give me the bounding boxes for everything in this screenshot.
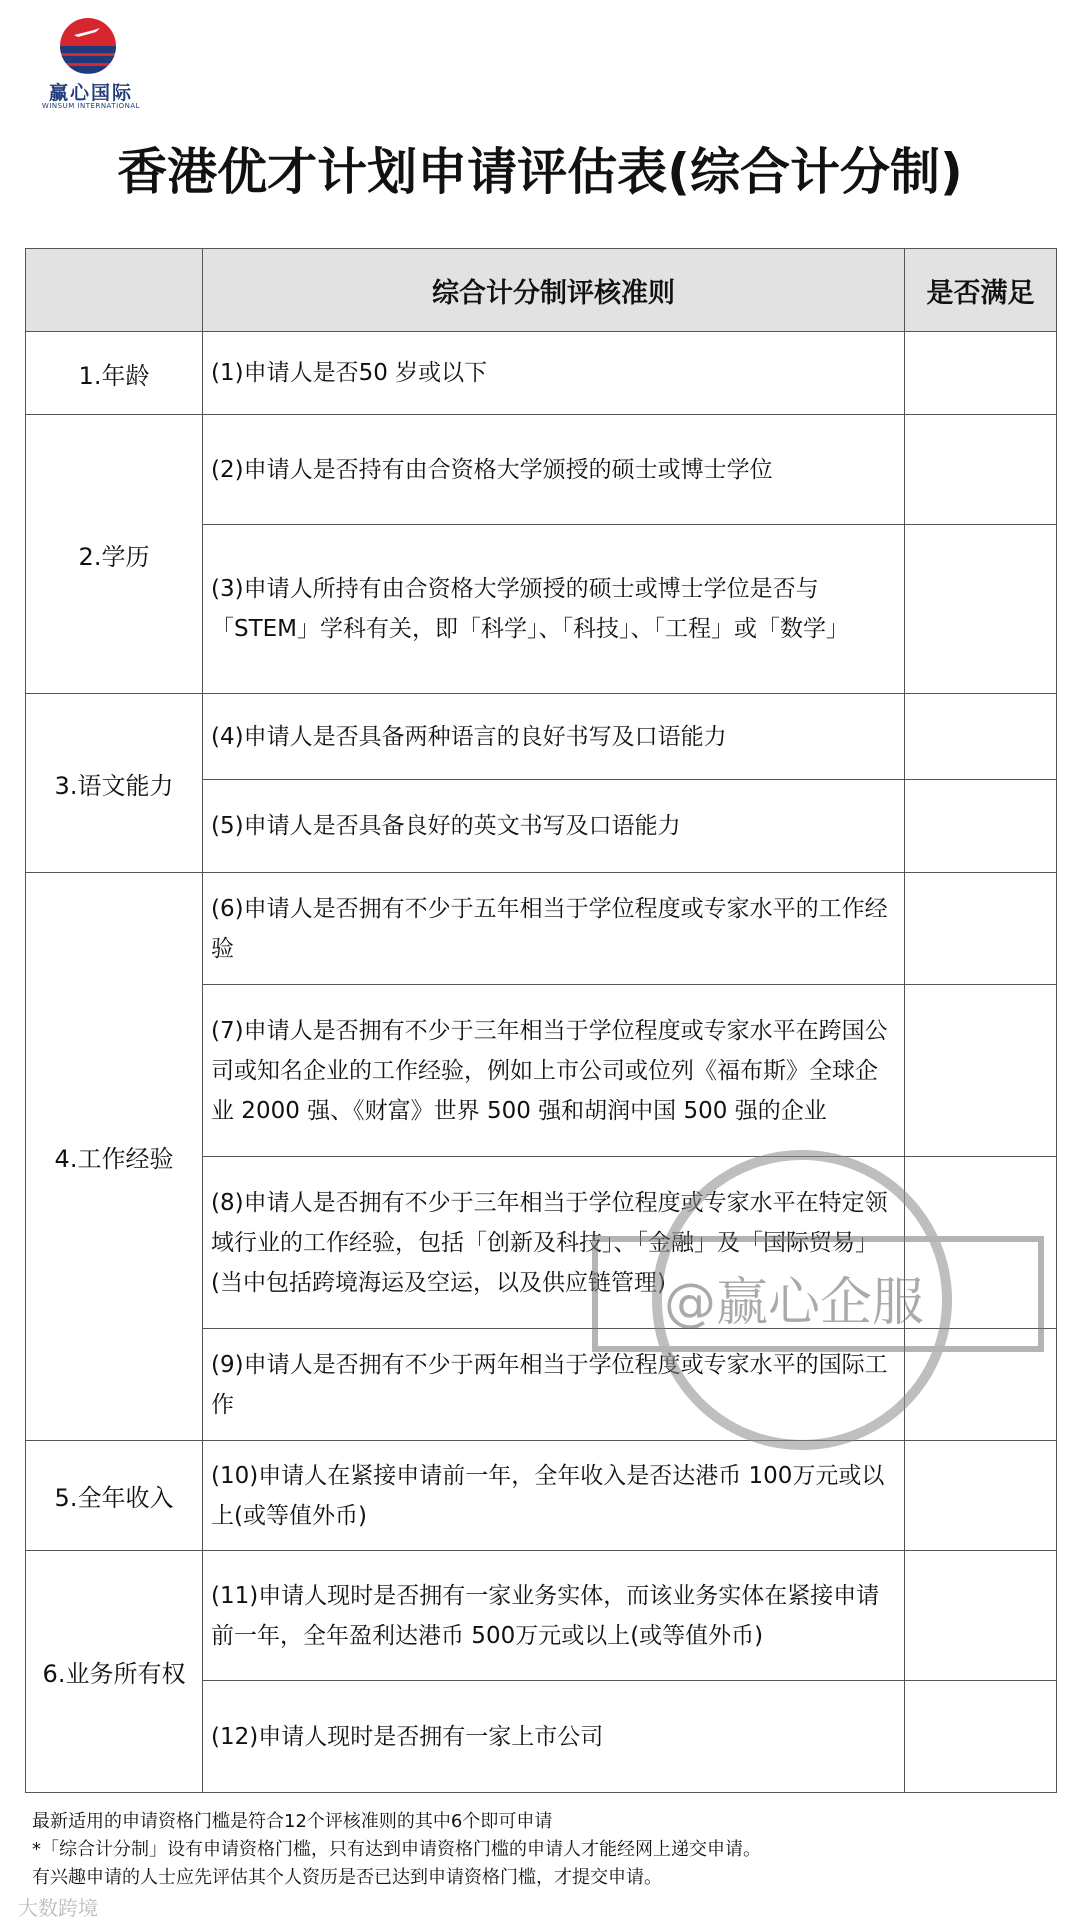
company-logo <box>36 18 146 110</box>
criterion-4: (4)申请人是否具备两种语言的良好书写及口语能力 <box>203 694 905 780</box>
category-business-ownership: 6.业务所有权 <box>26 1551 203 1793</box>
logo-text-cn: 赢心国际 <box>48 82 133 104</box>
check-cell-11[interactable] <box>905 1551 1057 1681</box>
criterion-9: (9)申请人是否拥有不少于两年相当于学位程度或专家水平的国际工作 <box>203 1329 905 1441</box>
category-work-experience: 4.工作经验 <box>26 873 203 1441</box>
category-education: 2.学历 <box>26 415 203 694</box>
check-cell-9[interactable] <box>905 1329 1057 1441</box>
header-category <box>26 249 203 332</box>
check-cell-2[interactable] <box>905 415 1057 525</box>
logo-emblem-icon <box>60 18 116 74</box>
table-row <box>26 332 1057 415</box>
logo-text-en: WINSUM INTERNATIONAL <box>41 102 141 110</box>
table-header-row <box>26 249 1057 332</box>
page-title: 香港优才计划申请评估表(综合计分制) <box>117 143 963 201</box>
assessment-table <box>25 248 1057 1793</box>
criterion-12: (12)申请人现时是否拥有一家上市公司 <box>203 1681 905 1793</box>
corner-watermark: 大数跨境 <box>18 1896 98 1920</box>
header-satisfied: 是否满足 <box>905 249 1057 332</box>
criterion-2: (2)申请人是否持有由合资格大学颁授的硕士或博士学位 <box>203 415 905 525</box>
category-annual-income: 5.全年收入 <box>26 1441 203 1551</box>
check-cell-3[interactable] <box>905 525 1057 694</box>
footnotes <box>32 1808 1062 1892</box>
note-line-3: 有兴趣申请的人士应先评估其个人资历是否已达到申请资格门槛，才提交申请。 <box>32 1867 662 1888</box>
logo-wave <box>60 46 116 53</box>
criterion-5: (5)申请人是否具备良好的英文书写及口语能力 <box>203 780 905 873</box>
criterion-11: (11)申请人现时是否拥有一家业务实体，而该业务实体在紧接申请前一年，全年盈利达港币 500万元或以上(或等值外币) <box>203 1551 905 1681</box>
table-row <box>26 1441 1057 1551</box>
table-row <box>26 415 1057 525</box>
check-cell-12[interactable] <box>905 1681 1057 1793</box>
check-cell-8[interactable] <box>905 1157 1057 1329</box>
check-cell-6[interactable] <box>905 873 1057 985</box>
check-cell-4[interactable] <box>905 694 1057 780</box>
logo-wave <box>60 56 116 63</box>
table-row <box>26 1551 1057 1681</box>
plane-icon <box>74 28 100 38</box>
note-line-1: 最新适用的申请资格门槛是符合12个评核准则的其中6个即可申请 <box>32 1811 553 1832</box>
criterion-10: (10)申请人在紧接申请前一年，全年收入是否达港币 100万元或以上(或等值外币) <box>203 1441 905 1551</box>
check-cell-5[interactable] <box>905 780 1057 873</box>
note-line-2: *「综合计分制」设有申请资格门槛，只有达到申请资格门槛的申请人才能经网上递交申请。 <box>32 1839 761 1860</box>
criterion-3: (3)申请人所持有由合资格大学颁授的硕士或博士学位是否与「STEM」学科有关，即「科学」、「科技」、「工程」或「数学」 <box>203 525 905 694</box>
criterion-8: (8)申请人是否拥有不少于三年相当于学位程度或专家水平在特定领域行业的工作经验，包括「创新及科技」、「金融」及「国际贸易」(当中包括跨境海运及空运，以及供应链管理) <box>203 1157 905 1329</box>
table-row <box>26 694 1057 780</box>
criterion-1: (1)申请人是否50 岁或以下 <box>203 332 905 415</box>
category-language: 3.语文能力 <box>26 694 203 873</box>
stamp-text: @赢心企服 <box>664 1273 925 1333</box>
criterion-6: (6)申请人是否拥有不少于五年相当于学位程度或专家水平的工作经验 <box>203 873 905 985</box>
check-cell-7[interactable] <box>905 985 1057 1157</box>
logo-wave <box>60 66 116 73</box>
category-age: 1.年龄 <box>26 332 203 415</box>
check-cell-10[interactable] <box>905 1441 1057 1551</box>
criterion-7: (7)申请人是否拥有不少于三年相当于学位程度或专家水平在跨国公司或知名企业的工作经验，例如上市公司或位列《福布斯》全球企业 2000 强、《财富》世界 500 强和胡润中国 500 强的企业 <box>203 985 905 1157</box>
header-criteria: 综合计分制评核准则 <box>203 249 905 332</box>
table-row <box>26 873 1057 985</box>
check-cell-1[interactable] <box>905 332 1057 415</box>
